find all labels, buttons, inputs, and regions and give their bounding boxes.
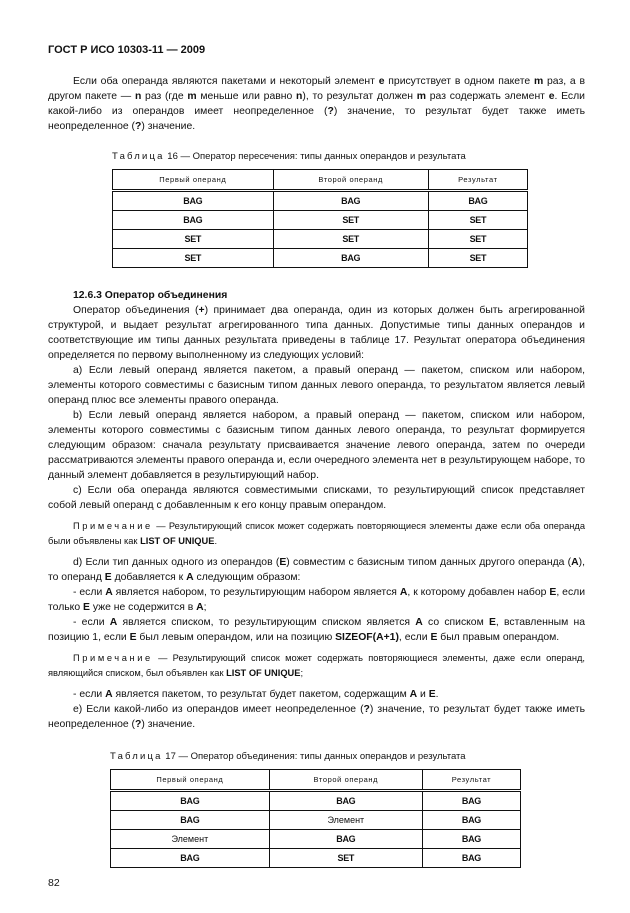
text-run: d) Если тип данных одного из операндов ( xyxy=(73,557,280,568)
table-cell: SET xyxy=(428,230,527,249)
text-run: . xyxy=(214,536,218,546)
bold-term: m xyxy=(416,91,427,102)
column-header: Первый операнд xyxy=(111,770,270,791)
bold-term: e xyxy=(378,76,385,87)
text-run: , если только xyxy=(48,587,586,613)
bold-term: ? xyxy=(134,719,142,730)
text-run: ), то операнд xyxy=(48,557,585,583)
text-run: c) Если оба операнда являются совместимыми списками, то результирующий список представляет собой левый операнд с добавленным к его концу правым операндом. xyxy=(48,485,585,511)
table-row xyxy=(113,249,528,268)
text-run: уже не содержится в xyxy=(89,602,197,613)
text-run: был правым операндом. xyxy=(437,632,560,643)
text-run: Если оба операнда являются пакетами и некоторый элемент xyxy=(73,76,379,87)
page-number: 82 xyxy=(48,877,60,889)
table-row xyxy=(113,211,528,230)
text-run: Примечание xyxy=(73,653,153,663)
bold-term: E xyxy=(104,572,112,583)
bold-term: E xyxy=(83,602,90,613)
table-cell: SET xyxy=(113,249,274,268)
bold-term: e xyxy=(548,91,555,102)
text-run: a) Если левый операнд является пакетом, а правый операнд — пакетом, списком или набором, элементы которого совместимы с базисным типом данных левого операнда, то результатом является левый операнд плюс все элементы правого операнда. xyxy=(48,365,585,406)
column-header: Первый операнд xyxy=(113,170,274,191)
table-row xyxy=(111,811,521,830)
table-cell: BAG xyxy=(111,811,270,830)
bold-term: A xyxy=(109,617,118,628)
column-header: Результат xyxy=(428,170,527,191)
text-run: , к которому добавлен набор xyxy=(407,587,550,598)
table-cell: SET xyxy=(428,211,527,230)
document-header: ГОСТ Р ИСО 10303-11 — 2009 xyxy=(48,44,206,56)
table-cell: BAG xyxy=(111,791,270,811)
table-row xyxy=(111,849,521,868)
table-cell: Элемент xyxy=(269,811,422,830)
section-12-6-3 xyxy=(48,288,585,732)
column-header: Второй операнд xyxy=(273,170,428,191)
text-run: . xyxy=(435,689,439,700)
text-run: - если xyxy=(73,617,110,628)
table17-caption xyxy=(110,750,585,763)
intro-paragraph xyxy=(48,74,585,134)
table-cell: SET xyxy=(269,849,422,868)
bold-term: ? xyxy=(363,704,370,715)
text-run: со списком xyxy=(422,617,489,628)
bold-term: A xyxy=(415,617,423,628)
table-cell: BAG xyxy=(422,791,520,811)
paragraph xyxy=(48,303,585,363)
text-run: раз, а в другом пакете — xyxy=(48,76,585,102)
text-run: ) совместим с базисным типом данных другого операнда ( xyxy=(286,557,572,568)
caption-prefix: Таблица xyxy=(112,151,165,162)
bold-term: A xyxy=(186,572,194,583)
table16-caption xyxy=(112,150,585,163)
table-cell: BAG xyxy=(428,191,527,211)
text-run: Примечание xyxy=(73,521,153,531)
table-cell: BAG xyxy=(113,211,274,230)
text-run: ) значение. xyxy=(141,719,196,730)
bold-term: n xyxy=(296,91,303,102)
paragraph xyxy=(48,483,585,513)
bold-term: m xyxy=(187,91,197,102)
note-paragraph xyxy=(48,651,585,681)
text-run: e) Если какой-либо из операндов имеет неопределенное ( xyxy=(73,704,364,715)
bold-term: LIST OF UNIQUE xyxy=(226,668,301,678)
text-run: присутствует в одном пакете xyxy=(384,76,534,87)
table-cell: Элемент xyxy=(111,830,270,849)
text-run: является пакетом, то результат будет пакетом, содержащим xyxy=(112,689,410,700)
table-cell: BAG xyxy=(273,191,428,211)
table-row xyxy=(111,830,521,849)
table-row xyxy=(113,191,528,211)
note-paragraph xyxy=(48,519,585,549)
bold-term: A xyxy=(196,602,204,613)
table-cell: BAG xyxy=(422,849,520,868)
text-run: следующим образом: xyxy=(193,572,301,583)
paragraph xyxy=(48,74,585,134)
table-cell: BAG xyxy=(113,191,274,211)
caption-text: 16 — Оператор пересечения: типы данных операндов и результата xyxy=(164,151,466,162)
bold-term: LIST OF UNIQUE xyxy=(140,536,215,546)
text-run: . Если какой-либо из операндов имеет неопределенное ( xyxy=(48,91,585,117)
bold-term: A xyxy=(105,587,113,598)
bold-term: m xyxy=(533,76,544,87)
table-cell: SET xyxy=(273,230,428,249)
paragraph xyxy=(48,702,585,732)
text-run: — Результирующий список может содержать повторяющиеся элементы даже если оба операнда были объявлены как xyxy=(48,521,585,546)
bold-term: n xyxy=(134,91,142,102)
bold-term: E xyxy=(430,632,438,643)
column-header: Второй операнд xyxy=(269,770,422,791)
table-cell: BAG xyxy=(269,830,422,849)
text-run: - если xyxy=(73,689,106,700)
text-run: ) значение, то результат будет также иметь неопределенное ( xyxy=(48,704,586,730)
bold-term: A xyxy=(571,557,579,568)
text-run: ; xyxy=(300,668,304,678)
table16 xyxy=(112,169,528,268)
table-row xyxy=(111,791,521,811)
bold-term: A xyxy=(105,689,113,700)
bold-term: E xyxy=(549,587,557,598)
bold-term: ? xyxy=(327,106,334,117)
text-run: ) принимает два операнда, один из которых должен быть агрегированной структурой, и выдает результат агрегированного типа данных. Допустимые типы данных операндов и соответствующие им типы данных результата приведены в таблице 17. Результат оператора объединения определяется по первому выполненному из следующих условий: xyxy=(48,305,585,361)
text-run: раз содержать элемент xyxy=(426,91,549,102)
text-run: меньше или равно xyxy=(196,91,296,102)
text-run: ) значение. xyxy=(141,121,196,132)
text-run: ), то результат должен xyxy=(302,91,417,102)
paragraph xyxy=(48,555,585,585)
text-run: ; xyxy=(203,602,207,613)
text-run: , вставленным на позицию 1, если xyxy=(48,617,585,643)
table-cell: BAG xyxy=(111,849,270,868)
text-run: - если xyxy=(73,587,106,598)
bold-term: SIZEOF(A+1) xyxy=(335,632,399,643)
text-run: b) Если левый операнд является набором, а правый операнд — пакетом, списком или набором, элементы которого совместимы с базисным типом данных левого операнда, то результат формируется следующим образом: сначала результату присваивается значение левого операнда, затем по очереди рассматриваются элементы правого операнда и, если очередного элемента нет в результирующем наборе, то данный элемент добавляется в результирующий набор. xyxy=(48,410,585,481)
paragraph xyxy=(48,408,585,483)
bold-term: E xyxy=(428,689,436,700)
bold-term: ? xyxy=(134,121,142,132)
text-run: , если xyxy=(398,632,431,643)
header-row xyxy=(113,170,528,191)
bold-term: A xyxy=(409,689,418,700)
bold-term: + xyxy=(198,305,205,316)
paragraph xyxy=(48,363,585,408)
bold-term: E xyxy=(488,617,496,628)
table-cell: BAG xyxy=(273,249,428,268)
table-row xyxy=(113,230,528,249)
text-run: является набором, то результирующим набором является xyxy=(112,587,400,598)
table-cell: BAG xyxy=(269,791,422,811)
caption-text: 17 — Оператор объединения: типы данных операндов и результата xyxy=(162,751,466,762)
bold-term: E xyxy=(279,557,287,568)
column-header: Результат xyxy=(422,770,520,791)
text-run: и xyxy=(417,689,429,700)
table17 xyxy=(110,769,521,868)
table-cell: SET xyxy=(113,230,274,249)
text-run: — Результирующий список может содержать повторяющиеся элементы, даже если операнд, являющийся списком, был объявлен как xyxy=(48,653,585,678)
table-cell: BAG xyxy=(422,830,520,849)
text-run: является списком, то результирующим списком является xyxy=(117,617,416,628)
table-cell: SET xyxy=(273,211,428,230)
text-run: раз (где xyxy=(141,91,188,102)
text-run: был левым операндом, или на позицию xyxy=(136,632,336,643)
paragraph xyxy=(48,615,585,645)
text-run: добавляется к xyxy=(111,572,187,583)
text-run: Оператор объединения ( xyxy=(73,305,199,316)
bold-term: E xyxy=(129,632,137,643)
bold-term: A xyxy=(399,587,408,598)
text-run: ) значение, то результат будет также иметь неопределенное ( xyxy=(48,106,585,132)
section-title: 12.6.3 Оператор объединения xyxy=(73,290,228,301)
header-row xyxy=(111,770,521,791)
paragraph xyxy=(48,585,585,615)
paragraph xyxy=(48,687,585,702)
table-cell: SET xyxy=(428,249,527,268)
caption-prefix: Таблица xyxy=(110,751,163,762)
table-cell: BAG xyxy=(422,811,520,830)
